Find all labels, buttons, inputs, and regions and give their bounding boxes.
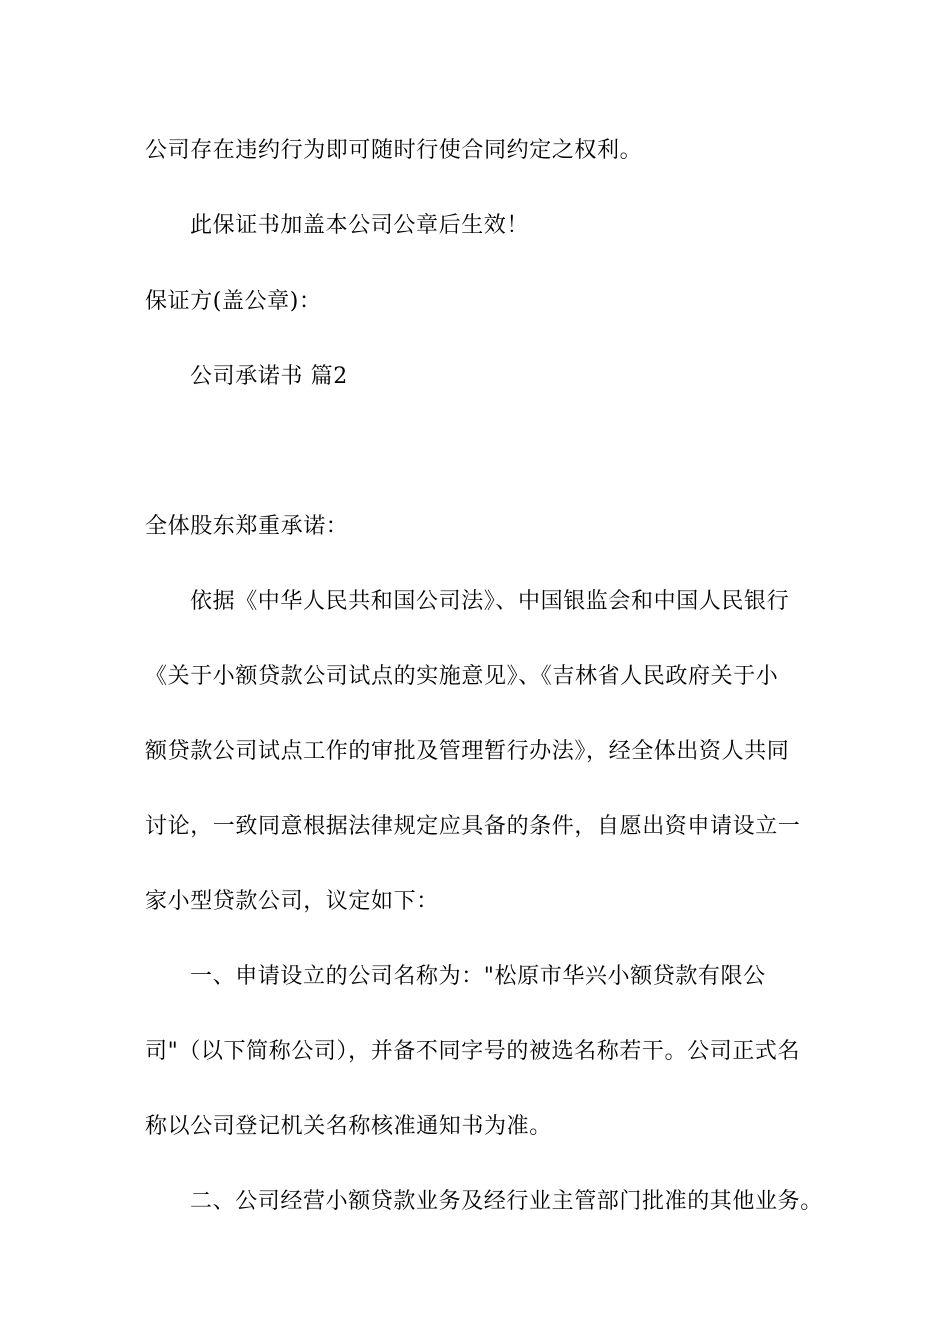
section-heading: 公司承诺书 篇2: [190, 364, 348, 389]
paragraph-line: 讨论，一致同意根据法律规定应具备的条件，自愿出资申请设立一: [145, 814, 801, 839]
paragraph-line: 此保证书加盖本公司公章后生效！: [190, 213, 530, 238]
paragraph-line: 家小型贷款公司，议定如下：: [145, 889, 439, 914]
paragraph-line: 全体股东郑重承诺：: [145, 514, 349, 539]
guarantor-seal-label: 保证方(盖公章)：: [145, 289, 322, 314]
paragraph-line: 司"（以下简称公司），并备不同字号的被选名称若干。公司正式名: [145, 1039, 801, 1064]
paragraph-line: 《关于小额贷款公司试点的实施意见》、《吉林省人民政府关于小: [145, 664, 779, 689]
paragraph-line: 公司存在违约行为即可随时行使合同约定之权利。: [145, 138, 643, 163]
paragraph-line: 额贷款公司试点工作的审批及管理暂行办法》，经全体出资人共同: [145, 739, 790, 764]
paragraph-line: 依据《中华人民共和国公司法》、中国银监会和中国人民银行: [190, 589, 790, 614]
paragraph-line: 二、公司经营小额贷款业务及经行业主管部门批准的其他业务。: [190, 1189, 823, 1214]
paragraph-line: 称以公司登记机关名称核准通知书为准。: [145, 1114, 552, 1139]
paragraph-line: 一、申请设立的公司名称为："松原市华兴小额贷款有限公: [190, 964, 766, 989]
